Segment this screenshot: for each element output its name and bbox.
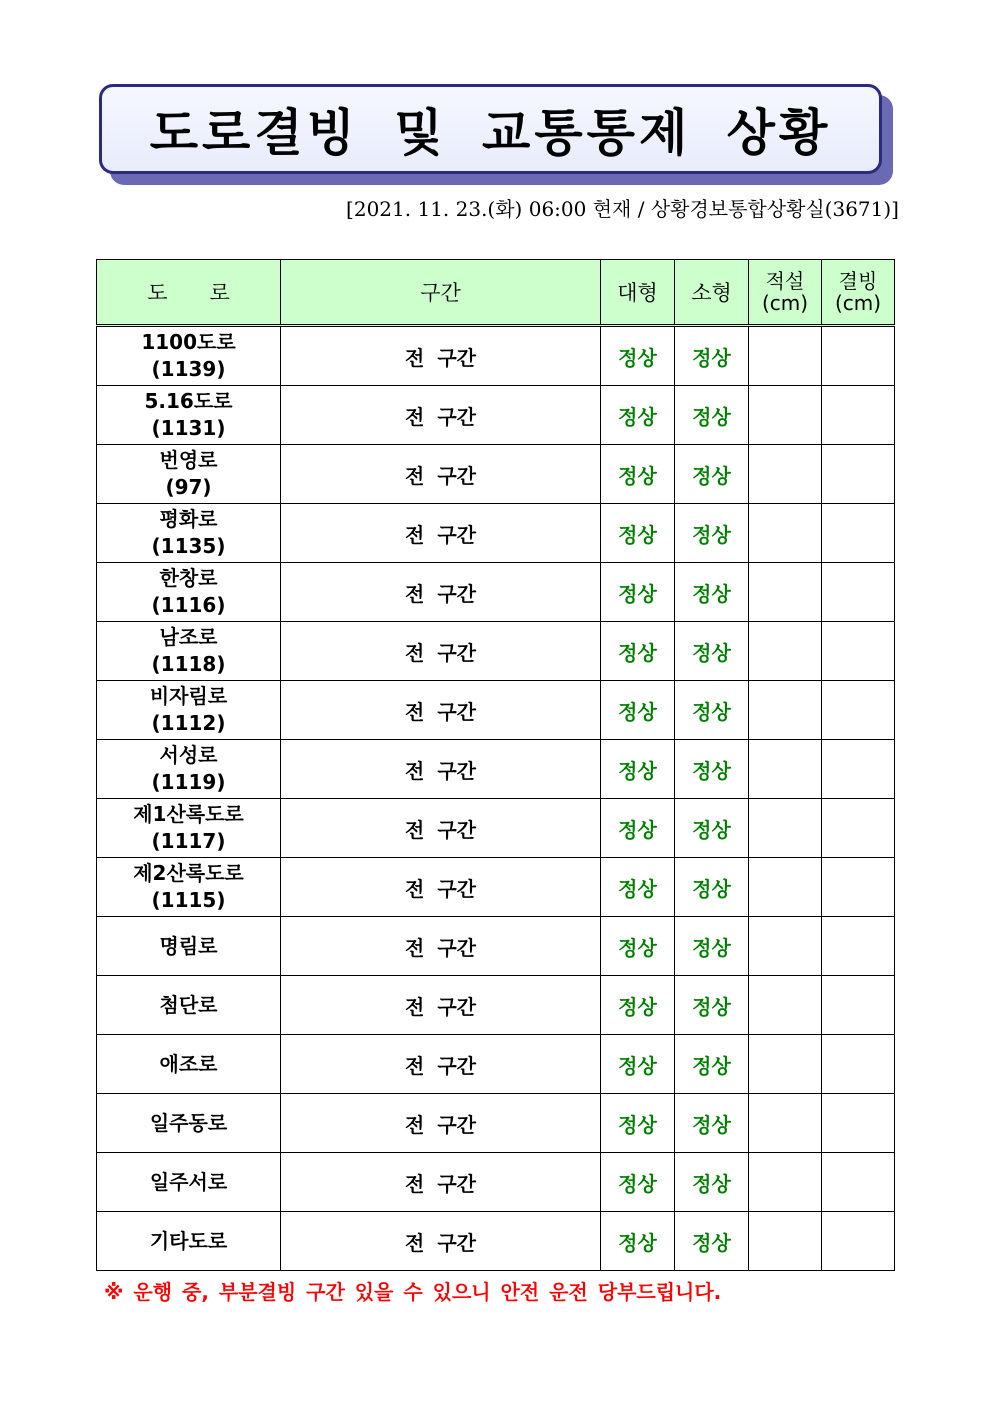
ice-depth-cell (822, 1094, 895, 1153)
road-number: (1115) (151, 888, 226, 912)
section-cell: 전 구간 (281, 858, 601, 917)
section-cell: 전 구간 (281, 681, 601, 740)
road-name: 한창로 (159, 566, 218, 590)
small-vehicle-status: 정상 (675, 563, 749, 622)
header-road: 도 로 (97, 260, 281, 326)
large-vehicle-status: 정상 (601, 386, 675, 445)
ice-depth-cell (822, 799, 895, 858)
snow-depth-cell (749, 622, 822, 681)
small-vehicle-status: 정상 (675, 1094, 749, 1153)
large-vehicle-status: 정상 (601, 858, 675, 917)
large-vehicle-status: 정상 (601, 1094, 675, 1153)
small-vehicle-status: 정상 (675, 504, 749, 563)
road-name: 1100도로 (141, 330, 236, 354)
header-small-vehicle: 소형 (675, 260, 749, 326)
table-row (97, 563, 895, 622)
table-row (97, 504, 895, 563)
road-name: 기타도로 (149, 1228, 228, 1253)
road-name: 비자림로 (149, 684, 228, 708)
snow-depth-cell (749, 681, 822, 740)
road-number: (1119) (151, 770, 226, 794)
snow-depth-cell (749, 858, 822, 917)
small-vehicle-status: 정상 (675, 681, 749, 740)
road-number: (1117) (151, 829, 226, 853)
ice-depth-cell (822, 504, 895, 563)
page-title: 도로결빙 및 교통통제 상황 (149, 104, 832, 162)
road-name: 번영로 (159, 448, 218, 472)
small-vehicle-status: 정상 (675, 386, 749, 445)
section-cell: 전 구간 (281, 917, 601, 976)
road-name: 명림로 (159, 933, 218, 958)
small-vehicle-status: 정상 (675, 1212, 749, 1271)
large-vehicle-status: 정상 (601, 740, 675, 799)
road-cell (97, 917, 281, 976)
ice-depth-cell (822, 1212, 895, 1271)
table-row (97, 1035, 895, 1094)
ice-depth-cell (822, 563, 895, 622)
road-cell (97, 326, 281, 386)
title-banner (99, 84, 882, 174)
ice-depth-cell (822, 1035, 895, 1094)
section-cell: 전 구간 (281, 326, 601, 386)
snow-depth-cell (749, 799, 822, 858)
road-name: 제1산록도로 (133, 802, 244, 826)
road-cell (97, 1212, 281, 1271)
road-name: 5.16도로 (144, 389, 233, 413)
header-snow-depth (749, 260, 822, 326)
section-cell: 전 구간 (281, 976, 601, 1035)
report-timestamp: [2021. 11. 23.(화) 06:00 현재 / 상황경보통합상황실(3671)] (346, 197, 899, 221)
section-cell: 전 구간 (281, 563, 601, 622)
road-cell (97, 858, 281, 917)
road-number: (1118) (151, 652, 226, 676)
road-name: 평화로 (159, 507, 218, 531)
road-name: 일주동로 (149, 1110, 228, 1135)
header-snow-label: 적설 (765, 269, 805, 293)
table-row (97, 917, 895, 976)
road-number: (1131) (151, 416, 226, 440)
road-name: 제2산록도로 (133, 861, 244, 885)
snow-depth-cell (749, 917, 822, 976)
large-vehicle-status: 정상 (601, 622, 675, 681)
road-cell (97, 386, 281, 445)
large-vehicle-status: 정상 (601, 504, 675, 563)
ice-depth-cell (822, 622, 895, 681)
ice-depth-cell (822, 1153, 895, 1212)
small-vehicle-status: 정상 (675, 326, 749, 386)
snow-depth-cell (749, 1035, 822, 1094)
snow-depth-cell (749, 326, 822, 386)
section-cell: 전 구간 (281, 799, 601, 858)
ice-depth-cell (822, 917, 895, 976)
large-vehicle-status: 정상 (601, 1212, 675, 1271)
header-section: 구간 (281, 260, 601, 326)
snow-depth-cell (749, 504, 822, 563)
header-snow-unit: (cm) (761, 291, 809, 315)
table-row (97, 681, 895, 740)
small-vehicle-status: 정상 (675, 917, 749, 976)
table-row (97, 799, 895, 858)
road-cell (97, 799, 281, 858)
header-ice-label: 결빙 (838, 269, 878, 293)
section-cell: 전 구간 (281, 622, 601, 681)
road-cell (97, 622, 281, 681)
large-vehicle-status: 정상 (601, 326, 675, 386)
snow-depth-cell (749, 740, 822, 799)
section-cell: 전 구간 (281, 1212, 601, 1271)
table-row (97, 858, 895, 917)
road-number: (1135) (151, 534, 226, 558)
table-row (97, 1094, 895, 1153)
large-vehicle-status: 정상 (601, 976, 675, 1035)
header-large-vehicle: 대형 (601, 260, 675, 326)
table-row (97, 740, 895, 799)
section-cell: 전 구간 (281, 445, 601, 504)
small-vehicle-status: 정상 (675, 858, 749, 917)
ice-depth-cell (822, 445, 895, 504)
road-number: (1139) (151, 357, 226, 381)
road-cell (97, 1035, 281, 1094)
small-vehicle-status: 정상 (675, 1153, 749, 1212)
small-vehicle-status: 정상 (675, 799, 749, 858)
table-row (97, 445, 895, 504)
table-row (97, 1153, 895, 1212)
snow-depth-cell (749, 1094, 822, 1153)
road-name: 남조로 (159, 625, 218, 649)
road-cell (97, 1153, 281, 1212)
small-vehicle-status: 정상 (675, 976, 749, 1035)
large-vehicle-status: 정상 (601, 445, 675, 504)
ice-depth-cell (822, 858, 895, 917)
road-cell (97, 681, 281, 740)
small-vehicle-status: 정상 (675, 740, 749, 799)
header-ice-depth (822, 260, 895, 326)
road-cell (97, 504, 281, 563)
small-vehicle-status: 정상 (675, 445, 749, 504)
section-cell: 전 구간 (281, 740, 601, 799)
safety-notice: ※ 운행 중, 부분결빙 구간 있을 수 있으니 안전 운전 당부드립니다. (104, 1280, 722, 1304)
road-cell (97, 445, 281, 504)
road-number: (97) (165, 475, 212, 499)
table-row (97, 326, 895, 386)
ice-depth-cell (822, 326, 895, 386)
large-vehicle-status: 정상 (601, 917, 675, 976)
table-row (97, 1212, 895, 1271)
ice-depth-cell (822, 386, 895, 445)
road-number: (1112) (151, 711, 226, 735)
table-body (97, 326, 895, 1271)
small-vehicle-status: 정상 (675, 1035, 749, 1094)
large-vehicle-status: 정상 (601, 1035, 675, 1094)
snow-depth-cell (749, 1212, 822, 1271)
snow-depth-cell (749, 1153, 822, 1212)
large-vehicle-status: 정상 (601, 681, 675, 740)
large-vehicle-status: 정상 (601, 799, 675, 858)
large-vehicle-status: 정상 (601, 563, 675, 622)
road-name: 서성로 (159, 743, 218, 767)
ice-depth-cell (822, 681, 895, 740)
road-number: (1116) (151, 593, 226, 617)
road-name: 첨단로 (159, 992, 218, 1017)
section-cell: 전 구간 (281, 1035, 601, 1094)
road-cell (97, 563, 281, 622)
road-cell (97, 976, 281, 1035)
snow-depth-cell (749, 976, 822, 1035)
section-cell: 전 구간 (281, 504, 601, 563)
section-cell: 전 구간 (281, 386, 601, 445)
ice-depth-cell (822, 740, 895, 799)
road-status-table (96, 259, 895, 1271)
section-cell: 전 구간 (281, 1094, 601, 1153)
snow-depth-cell (749, 386, 822, 445)
road-cell (97, 740, 281, 799)
snow-depth-cell (749, 563, 822, 622)
header-ice-unit: (cm) (834, 291, 882, 315)
table-row (97, 622, 895, 681)
small-vehicle-status: 정상 (675, 622, 749, 681)
snow-depth-cell (749, 445, 822, 504)
road-name: 애조로 (159, 1051, 218, 1076)
table-row (97, 976, 895, 1035)
section-cell: 전 구간 (281, 1153, 601, 1212)
road-name: 일주서로 (149, 1169, 228, 1194)
ice-depth-cell (822, 976, 895, 1035)
large-vehicle-status: 정상 (601, 1153, 675, 1212)
table-header-row (97, 260, 895, 326)
road-cell (97, 1094, 281, 1153)
table-row (97, 386, 895, 445)
